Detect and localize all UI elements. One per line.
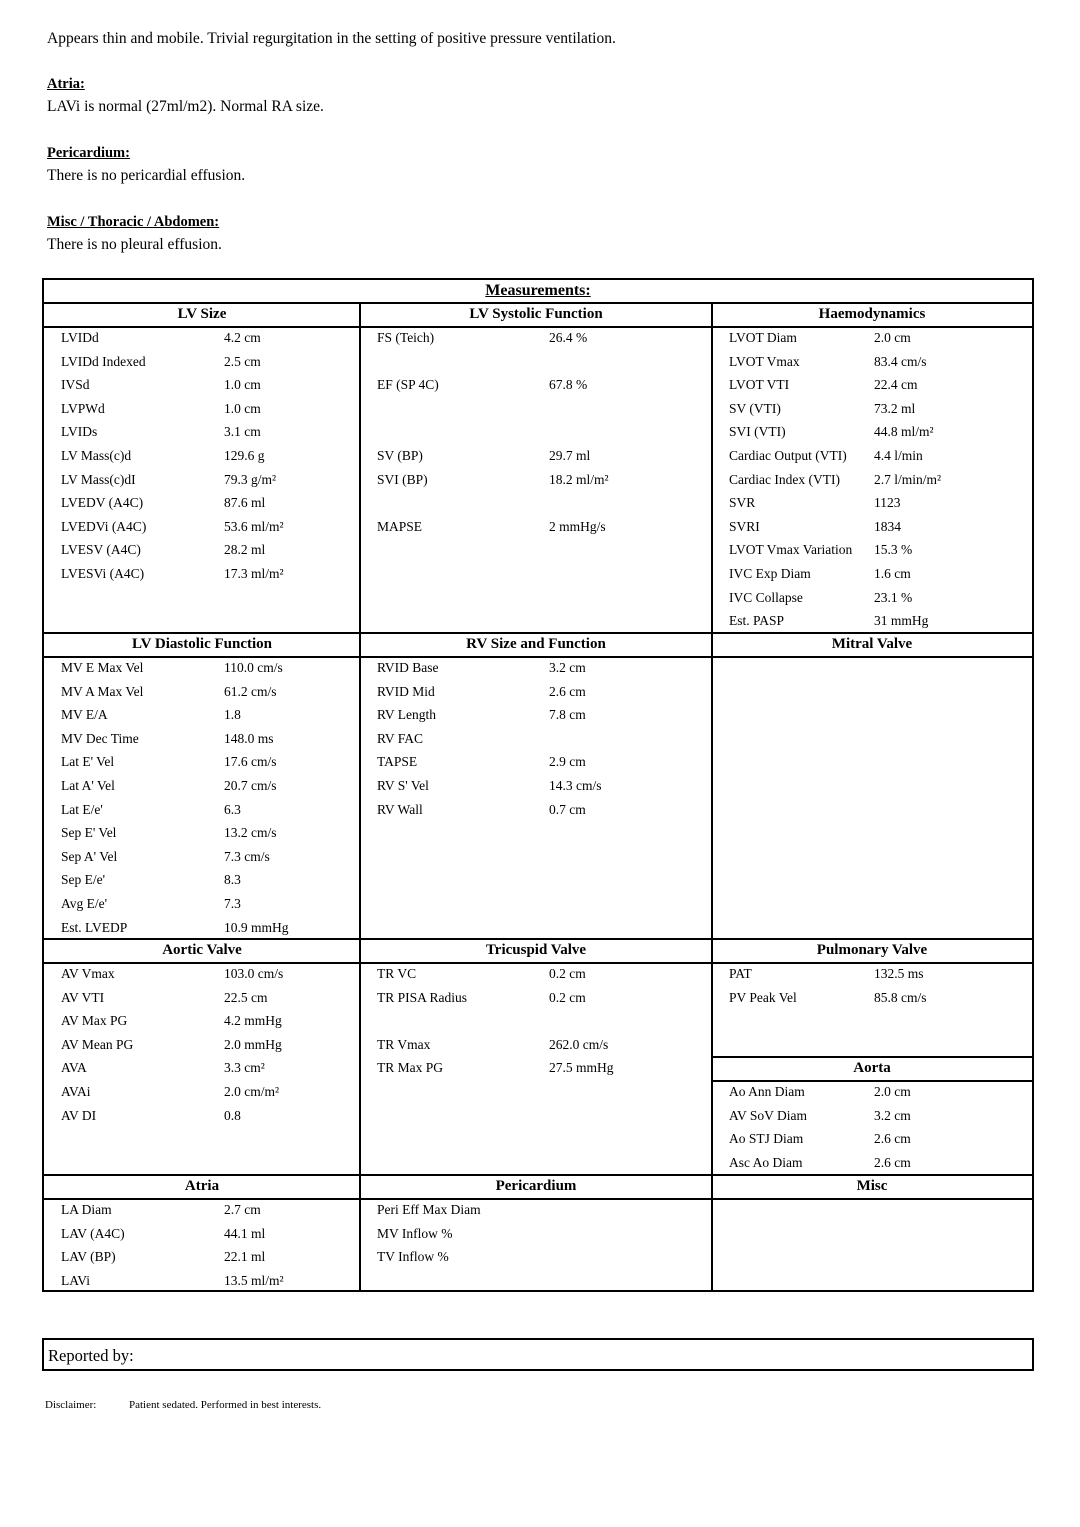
- measurement-label: LVOT VTI: [729, 377, 790, 393]
- measurement-value: 10.9 mmHg: [224, 919, 289, 935]
- measurement-row: [377, 966, 708, 986]
- measurement-value: 1834: [874, 518, 901, 534]
- measurement-row: [377, 660, 708, 680]
- measurement-label: LVOT Diam: [729, 330, 797, 345]
- measurement-label: RV S' Vel: [377, 778, 429, 793]
- measurement-label: LV Mass(c)d: [61, 448, 132, 463]
- measurement-label: Sep E/e': [61, 872, 106, 888]
- measurement-row: [61, 802, 356, 822]
- measurement-row: [61, 990, 356, 1010]
- measurement-row: [61, 401, 356, 421]
- measurement-label: LA Diam: [61, 1202, 112, 1217]
- measurement-value: 1.8: [224, 707, 241, 723]
- measurement-row: [729, 495, 1028, 515]
- measurement-label: AVAi: [61, 1084, 91, 1099]
- measurement-value: 22.4 cm: [874, 377, 918, 393]
- measurement-row: [729, 1155, 1028, 1175]
- measurement-label: RV FAC: [377, 730, 424, 746]
- measurement-value: 2.6 cm: [549, 683, 586, 699]
- measurement-value: 7.3 cm/s: [224, 848, 270, 864]
- measurement-label: AV DI: [61, 1107, 97, 1123]
- measurement-row: [61, 684, 356, 704]
- measurement-label: MAPSE: [377, 518, 423, 534]
- measurement-value: 4.2 mmHg: [224, 1013, 282, 1029]
- measurement-value: 7.8 cm: [549, 707, 586, 723]
- measurement-value: 6.3: [224, 801, 241, 817]
- measurement-value: 2.0 mmHg: [224, 1036, 282, 1052]
- measurement-value: 22.5 cm: [224, 989, 268, 1005]
- measurement-value: 27.5 mmHg: [549, 1060, 614, 1076]
- measurement-label: MV E Max Vel: [61, 660, 144, 675]
- measurement-value: 73.2 ml: [874, 400, 916, 416]
- measurement-row: [729, 1084, 1028, 1104]
- measurement-row: [61, 660, 356, 680]
- measurement-row: [61, 519, 356, 539]
- measurement-row: [61, 707, 356, 727]
- measurement-row: [729, 613, 1028, 633]
- measurement-label: MV A Max Vel: [61, 683, 144, 699]
- measurement-row: [61, 896, 356, 916]
- measurement-label: SVI (BP): [377, 471, 428, 487]
- measurement-row: [61, 872, 356, 892]
- section-title-lv-systolic-function: LV Systolic Function: [469, 306, 603, 322]
- measurement-label: SV (BP): [377, 448, 423, 463]
- measurement-label: EF (SP 4C): [377, 377, 439, 393]
- measurement-label: AV Max PG: [61, 1013, 128, 1029]
- measurement-row: [377, 519, 708, 539]
- table-column-rule: [711, 302, 713, 1290]
- measurement-row: [377, 802, 708, 822]
- table-rule: [712, 1080, 1032, 1082]
- measurement-value: 1.0 cm: [224, 377, 261, 393]
- measurement-row: [377, 684, 708, 704]
- measurement-label: SVRI: [729, 518, 760, 534]
- measurement-row: [377, 1249, 708, 1269]
- measurement-row: [61, 1108, 356, 1128]
- measurement-row: [377, 1202, 708, 1222]
- measurement-row: [61, 1013, 356, 1033]
- measurement-label: IVSd: [61, 377, 90, 393]
- measurement-label: IVC Collapse: [729, 589, 803, 605]
- measurement-value: 22.1 ml: [224, 1249, 266, 1265]
- measurement-label: TAPSE: [377, 754, 418, 770]
- measurement-value: 23.1 %: [874, 589, 913, 605]
- measurement-label: LVESV (A4C): [61, 542, 141, 558]
- measurement-row: [377, 1037, 708, 1057]
- measurement-label: IVC Exp Diam: [729, 566, 811, 581]
- measurement-label: LVIDd: [61, 330, 99, 345]
- measurement-row: [729, 519, 1028, 539]
- measurement-row: [377, 495, 708, 515]
- section-title-pulmonary-valve: Pulmonary Valve: [816, 942, 928, 958]
- measurement-value: 2.7 l/min/m²: [874, 471, 942, 487]
- measurement-label: LAVi: [61, 1272, 90, 1288]
- measurement-row: [61, 1273, 356, 1293]
- measurement-value: 61.2 cm/s: [224, 683, 277, 699]
- measurement-label: PV Peak Vel: [729, 989, 797, 1005]
- measurement-value: 1.0 cm: [224, 400, 261, 416]
- section-title-mitral-valve: Mitral Valve: [831, 636, 913, 652]
- disclaimer-label: Disclaimer:: [45, 1399, 97, 1411]
- measurement-label: TV Inflow %: [377, 1249, 449, 1265]
- measurement-label: MV Dec Time: [61, 730, 139, 746]
- measurement-row: [61, 1060, 356, 1080]
- measurement-value: 13.2 cm/s: [224, 825, 277, 841]
- measurement-value: 18.2 ml/m²: [549, 471, 609, 487]
- measurement-row: [377, 448, 708, 468]
- reported-by-box: [42, 1338, 1034, 1371]
- measurement-row: [61, 472, 356, 492]
- measurement-row: [377, 377, 708, 397]
- table-rule: [712, 1056, 1032, 1058]
- table-rule: [44, 962, 1032, 964]
- measurement-label: TR PISA Radius: [377, 989, 468, 1005]
- measurement-row: [61, 542, 356, 562]
- measurement-row: [61, 1202, 356, 1222]
- measurement-row: [61, 495, 356, 515]
- measurement-value: 83.4 cm/s: [874, 353, 927, 369]
- intro-line: Appears thin and mobile. Trivial regurgitation in the setting of positive pressure ventilation.: [47, 30, 616, 47]
- measurement-label: Lat E/e': [61, 801, 103, 817]
- measurement-value: 110.0 cm/s: [224, 660, 283, 675]
- measurement-label: Sep E' Vel: [61, 825, 117, 841]
- measurement-label: Est. LVEDP: [61, 919, 128, 935]
- measurement-label: Peri Eff Max Diam: [377, 1202, 481, 1217]
- measurement-value: 3.2 cm: [549, 660, 586, 675]
- measurement-label: LVESVi (A4C): [61, 566, 145, 581]
- measurement-value: 1123: [874, 495, 901, 511]
- section-title-pericardium: Pericardium: [495, 1178, 577, 1194]
- measurement-label: Ao STJ Diam: [729, 1131, 804, 1147]
- measurement-value: 103.0 cm/s: [224, 966, 284, 981]
- misc-text: There is no pleural effusion.: [47, 236, 222, 253]
- measurement-row: [377, 990, 708, 1010]
- measurement-label: AV Mean PG: [61, 1036, 134, 1052]
- measurement-label: TR Max PG: [377, 1060, 444, 1076]
- measurement-row: [61, 424, 356, 444]
- measurement-label: Lat E' Vel: [61, 754, 115, 770]
- measurement-value: 17.6 cm/s: [224, 754, 277, 770]
- measurement-label: SVR: [729, 495, 756, 511]
- measurement-value: 44.1 ml: [224, 1225, 266, 1241]
- measurement-label: Cardiac Output (VTI): [729, 448, 847, 463]
- measurement-label: Lat A' Vel: [61, 778, 115, 793]
- measurement-label: LVEDV (A4C): [61, 495, 144, 511]
- measurement-value: 4.2 cm: [224, 330, 261, 345]
- measurement-row: [61, 377, 356, 397]
- section-title-lv-diastolic-function: LV Diastolic Function: [131, 636, 273, 652]
- measurement-row: [61, 330, 356, 350]
- measurement-label: LVPWd: [61, 400, 105, 416]
- measurement-label: LVOT Vmax: [729, 353, 800, 369]
- measurement-value: 20.7 cm/s: [224, 778, 277, 793]
- measurement-value: 2.9 cm: [549, 754, 586, 770]
- measurement-value: 2.7 cm: [224, 1202, 261, 1217]
- measurement-row: [61, 1084, 356, 1104]
- section-title-aorta: Aorta: [853, 1060, 891, 1076]
- table-rule: [44, 656, 1032, 658]
- measurement-label: SV (VTI): [729, 400, 781, 416]
- measurement-row: [377, 707, 708, 727]
- measurement-value: 0.8: [224, 1107, 241, 1123]
- reported-by-label: Reported by:: [48, 1346, 134, 1365]
- measurement-row: [729, 330, 1028, 350]
- atria-heading: Atria:: [47, 76, 85, 92]
- measurement-row: [377, 472, 708, 492]
- measurement-row: [729, 354, 1028, 374]
- measurement-label: LVOT Vmax Variation: [729, 542, 853, 558]
- measurement-label: RVID Base: [377, 660, 439, 675]
- table-rule: [44, 326, 1032, 328]
- measurement-label: Est. PASP: [729, 613, 785, 629]
- measurement-label: TR VC: [377, 966, 417, 981]
- measurement-row: [61, 1249, 356, 1269]
- measurement-label: SVI (VTI): [729, 424, 786, 440]
- section-title-misc: Misc: [856, 1178, 888, 1194]
- measurement-value: 2.5 cm: [224, 353, 261, 369]
- pericardium-text: There is no pericardial effusion.: [47, 167, 246, 184]
- measurement-value: 2.0 cm: [874, 1084, 911, 1099]
- measurement-label: AV Vmax: [61, 966, 115, 981]
- measurement-label: AVA: [61, 1060, 87, 1076]
- measurement-value: 262.0 cm/s: [549, 1036, 609, 1052]
- measurement-row: [729, 542, 1028, 562]
- measurement-value: 8.3: [224, 872, 241, 888]
- measurement-value: 132.5 ms: [874, 966, 924, 981]
- misc-heading: Misc / Thoracic / Abdomen:: [47, 214, 220, 230]
- table-rule: [44, 302, 1032, 304]
- pericardium-heading: Pericardium:: [47, 145, 130, 161]
- measurement-row: [61, 566, 356, 586]
- section-title-lv-size: LV Size: [177, 306, 227, 322]
- measurement-row: [61, 1037, 356, 1057]
- section-title-atria: Atria: [184, 1178, 220, 1194]
- measurement-row: [729, 377, 1028, 397]
- measurement-value: 3.2 cm: [874, 1107, 911, 1123]
- measurement-value: 13.5 ml/m²: [224, 1272, 284, 1288]
- measurement-row: [377, 778, 708, 798]
- measurement-label: FS (Teich): [377, 330, 435, 345]
- measurement-row: [377, 354, 708, 374]
- measurement-value: 79.3 g/m²: [224, 471, 277, 487]
- measurement-row: [61, 354, 356, 374]
- measurement-label: LAV (BP): [61, 1249, 116, 1265]
- measurement-value: 2.0 cm: [874, 330, 911, 345]
- measurement-value: 0.7 cm: [549, 801, 586, 817]
- measurement-value: 2 mmHg/s: [549, 518, 606, 534]
- measurement-row: [61, 1226, 356, 1246]
- measurement-value: 3.1 cm: [224, 424, 261, 440]
- measurement-row: [377, 401, 708, 421]
- section-title-rv-size-and-function: RV Size and Function: [466, 636, 606, 652]
- measurement-value: 87.6 ml: [224, 495, 266, 511]
- measurement-value: 129.6 g: [224, 448, 265, 463]
- measurement-row: [729, 990, 1028, 1010]
- measurement-value: 29.7 ml: [549, 448, 591, 463]
- measurement-label: Asc Ao Diam: [729, 1154, 803, 1170]
- measurement-value: 15.3 %: [874, 542, 913, 558]
- measurement-label: RVID Mid: [377, 683, 435, 699]
- measurements-title: Measurements:: [485, 282, 591, 299]
- measurement-value: 14.3 cm/s: [549, 778, 602, 793]
- measurement-row: [61, 920, 356, 940]
- measurement-row: [377, 424, 708, 444]
- measurement-row: [61, 825, 356, 845]
- measurement-label: PAT: [729, 966, 752, 981]
- measurement-label: AV SoV Diam: [729, 1107, 808, 1123]
- measurement-row: [729, 1131, 1028, 1151]
- measurement-value: 31 mmHg: [874, 613, 929, 629]
- measurement-row: [377, 754, 708, 774]
- measurement-value: 53.6 ml/m²: [224, 518, 284, 534]
- measurement-row: [61, 849, 356, 869]
- measurement-row: [729, 566, 1028, 586]
- measurement-label: Cardiac Index (VTI): [729, 471, 840, 487]
- measurement-value: 3.3 cm²: [224, 1060, 265, 1076]
- table-rule: [44, 1198, 1032, 1200]
- measurement-label: RV Length: [377, 707, 437, 723]
- measurement-value: 17.3 ml/m²: [224, 566, 284, 581]
- measurement-value: 28.2 ml: [224, 542, 266, 558]
- measurement-label: RV Wall: [377, 801, 423, 817]
- measurement-row: [61, 966, 356, 986]
- measurement-row: [377, 1013, 708, 1033]
- measurement-label: MV Inflow %: [377, 1225, 453, 1241]
- disclaimer-text: Patient sedated. Performed in best interests.: [129, 1399, 322, 1411]
- measurement-row: [61, 754, 356, 774]
- atria-text: LAVi is normal (27ml/m2). Normal RA size.: [47, 98, 324, 115]
- measurement-value: 2.6 cm: [874, 1154, 911, 1170]
- measurement-row: [729, 424, 1028, 444]
- section-title-haemodynamics: Haemodynamics: [818, 306, 926, 322]
- measurement-label: Sep A' Vel: [61, 848, 118, 864]
- measurement-value: 67.8 %: [549, 377, 588, 393]
- measurement-label: LVIDs: [61, 424, 98, 440]
- measurement-row: [377, 1060, 708, 1080]
- measurement-label: Ao Ann Diam: [729, 1084, 805, 1099]
- measurement-row: [61, 778, 356, 798]
- measurement-label: MV E/A: [61, 707, 108, 723]
- measurement-value: 26.4 %: [549, 330, 588, 345]
- measurement-value: 0.2 cm: [549, 989, 586, 1005]
- measurement-label: LVEDVi (A4C): [61, 518, 147, 534]
- measurement-row: [377, 330, 708, 350]
- measurement-label: LAV (A4C): [61, 1225, 125, 1241]
- measurement-label: AV VTI: [61, 989, 105, 1005]
- measurement-value: 4.4 l/min: [874, 448, 923, 463]
- measurement-label: LV Mass(c)dI: [61, 471, 136, 487]
- measurement-row: [61, 731, 356, 751]
- measurement-row: [729, 966, 1028, 986]
- measurement-value: 0.2 cm: [549, 966, 586, 981]
- table-column-rule: [359, 302, 361, 1290]
- measurement-label: LVIDd Indexed: [61, 353, 146, 369]
- measurement-value: 148.0 ms: [224, 730, 274, 746]
- measurement-value: 44.8 ml/m²: [874, 424, 934, 440]
- section-title-aortic-valve: Aortic Valve: [162, 942, 242, 958]
- measurement-row: [377, 1226, 708, 1246]
- measurement-label: Avg E/e': [61, 896, 108, 911]
- measurement-row: [377, 731, 708, 751]
- measurement-value: 85.8 cm/s: [874, 989, 927, 1005]
- measurement-row: [729, 472, 1028, 492]
- measurement-label: TR Vmax: [377, 1036, 431, 1052]
- measurement-row: [61, 448, 356, 468]
- measurement-value: 1.6 cm: [874, 566, 911, 581]
- measurement-value: 2.6 cm: [874, 1131, 911, 1147]
- measurement-value: 2.0 cm/m²: [224, 1084, 280, 1099]
- measurement-row: [729, 1108, 1028, 1128]
- measurement-row: [729, 401, 1028, 421]
- section-title-tricuspid-valve: Tricuspid Valve: [485, 942, 587, 958]
- disclaimer: [45, 1399, 322, 1411]
- measurement-row: [729, 590, 1028, 610]
- measurement-value: 7.3: [224, 896, 241, 911]
- measurement-row: [729, 448, 1028, 468]
- measurements-table: [42, 278, 1034, 1292]
